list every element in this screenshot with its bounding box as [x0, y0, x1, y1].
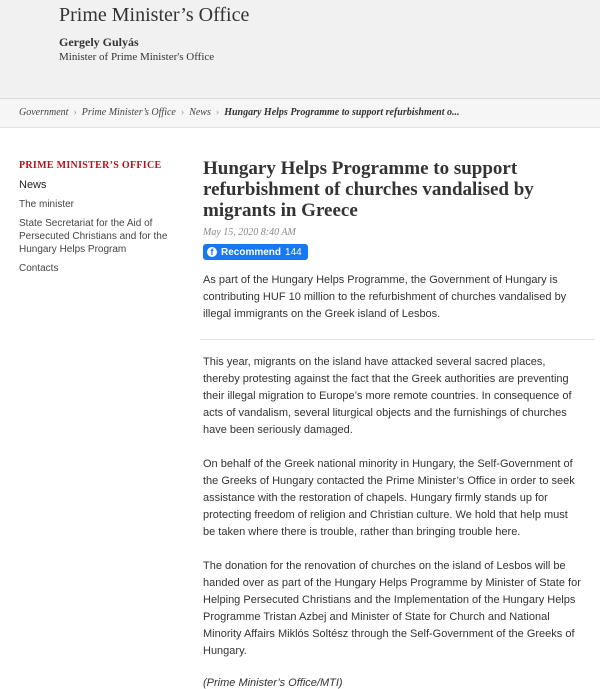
minister-name: Gergely Gulyás [59, 35, 139, 49]
sidebar-item-contacts[interactable]: Contacts [19, 263, 59, 274]
article-lead: As part of the Hungary Helps Programme, the Government of Hungary is contributing HUF 10 million to the refurbishment of churches vandalised by illegal immigrants on the Greek island of Lesbos. [203, 274, 567, 320]
sidebar-title: PRIME MINISTER’S OFFICE [19, 160, 162, 171]
breadcrumb-current: Hungary Helps Programme to support refurbishment o... [224, 107, 460, 118]
breadcrumb-prime-ministers-office[interactable]: Prime Minister’s Office [81, 107, 176, 118]
article [203, 158, 583, 689]
minister-role: Minister of Prime Minister's Office [59, 51, 215, 63]
sidebar [19, 160, 184, 281]
recommend-label: Recommend [221, 246, 282, 258]
facebook-icon: f [207, 247, 217, 257]
divider [200, 339, 595, 340]
breadcrumb [0, 99, 600, 128]
sidebar-item-news[interactable]: News [19, 179, 47, 191]
sidebar-item-the-minister[interactable]: The minister [19, 199, 75, 210]
breadcrumb-separator: › [215, 107, 220, 118]
article-paragraph: The donation for the renovation of churches on the island of Lesbos will be handed over as part of the Hungary Helps Programme by Minister of State for Helping Persecuted Christians and the Implementation of the Hungary Helps Programme Tristan Azbej and Minister of State for Church and National Minority Affairs Miklós Soltész through the Self-Government of the Greeks of Hungary. [203, 560, 581, 657]
breadcrumb-separator: › [180, 107, 185, 118]
breadcrumb-government[interactable]: Government [19, 107, 69, 118]
breadcrumb-separator: › [73, 107, 77, 118]
site-header [0, 0, 600, 99]
article-paragraph: This year, migrants on the island have attacked several sacred places, thereby protesting against the fact that the Greek authorities are preventing their illegal migration to Europe’s more remote countries. In consequence of acts of vandalism, several liturgical objects and the furnishings of churches have been seriously damaged. [203, 356, 572, 436]
article-title: Hungary Helps Programme to support refurbishment of churches vandalised by migrants in Greece [203, 158, 534, 221]
sidebar-item-state-secretariat[interactable]: State Secretariat for the Aid of Persecuted Christians and for the Hungary Helps Program [19, 218, 168, 255]
article-date: May 15, 2020 8:40 AM [203, 227, 296, 238]
article-paragraph: On behalf of the Greek national minority in Hungary, the Self-Government of the Greeks of Hungary contacted the Prime Minister’s Office in order to seek assistance with the restoration of chapels. Hungary firmly stands up for protecting freedom of religion and Christian culture. We hold that help must be taken where there is trouble, rather than bringing trouble here. [203, 458, 575, 538]
recommend-count: 144 [285, 246, 302, 258]
article-source: (Prime Minister’s Office/MTI) [203, 677, 343, 689]
office-title[interactable]: Prime Minister’s Office [59, 4, 250, 26]
breadcrumb-news[interactable]: News [189, 107, 211, 118]
facebook-recommend-button[interactable] [203, 244, 308, 260]
